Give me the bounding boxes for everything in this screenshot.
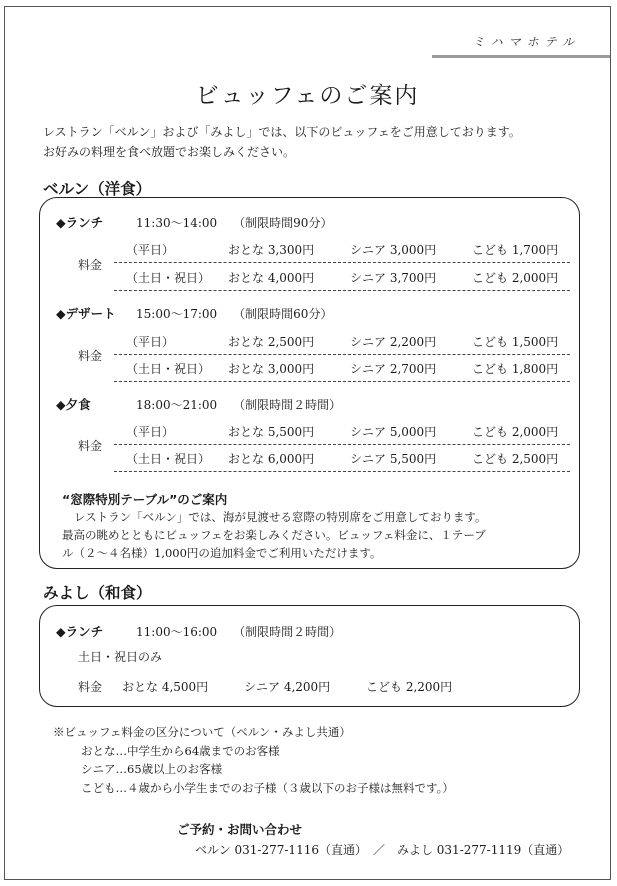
adult-price: おとな 4,000円 xyxy=(228,271,315,285)
senior-price: シニア 5,500円 xyxy=(350,452,437,466)
child-price: こども 1,700円 xyxy=(472,243,559,257)
day-type: （平日） xyxy=(126,425,175,439)
fee-label: 料金 xyxy=(78,680,103,694)
meal-name: ◆ランチ xyxy=(56,624,104,639)
miyoshi-heading: みよし（和食） xyxy=(43,584,152,602)
child-price: こども 2,200円 xyxy=(366,680,453,694)
adult-price: おとな 4,500円 xyxy=(122,680,209,694)
meal-limit: （制限時間２時間） xyxy=(233,398,342,412)
adult-price: おとな 3,000円 xyxy=(228,362,315,376)
bern-lunch-header xyxy=(56,213,332,231)
child-price: こども 2,000円 xyxy=(472,425,559,439)
page-title: ビュッフェのご案内 xyxy=(195,83,420,109)
senior-price: シニア 2,200円 xyxy=(350,335,437,349)
intro-text xyxy=(43,122,603,162)
senior-price: シニア 3,700円 xyxy=(350,271,437,285)
day-type: （土日・祝日） xyxy=(126,362,211,376)
day-type: （平日） xyxy=(126,335,175,349)
bern-dessert-header xyxy=(56,304,332,322)
child-price: こども 2,000円 xyxy=(472,271,559,285)
hotel-name: ミハマホテル xyxy=(472,35,580,49)
fee-row xyxy=(114,328,570,355)
meal-time: 15:00〜17:00 xyxy=(136,307,218,321)
senior-price: シニア 3,000円 xyxy=(350,243,437,257)
fee-label: 料金 xyxy=(78,439,103,453)
meal-time: 11:00〜16:00 xyxy=(136,625,218,639)
fee-row xyxy=(114,445,570,472)
miyoshi-box xyxy=(39,605,580,707)
window-table-text xyxy=(62,508,562,562)
day-type: （平日） xyxy=(126,243,175,257)
window-table-title: “窓際特別テーブル”のご案内 xyxy=(62,492,228,507)
meal-limit: （制限時間２時間） xyxy=(233,625,342,639)
fee-row xyxy=(114,355,570,382)
price-category-notes xyxy=(53,723,454,797)
child-price: こども 1,800円 xyxy=(472,362,559,376)
fee-row xyxy=(114,264,570,291)
meal-time: 18:00〜21:00 xyxy=(136,398,218,412)
miyoshi-lunch-header xyxy=(56,622,341,640)
note-line: ※ビュッフェ料金の区分について（ベルン・みよし共通） xyxy=(53,725,351,739)
senior-price: シニア 2,700円 xyxy=(350,362,437,376)
meal-limit: （制限時間60分） xyxy=(233,307,333,321)
meal-limit: （制限時間90分） xyxy=(233,216,333,230)
adult-price: おとな 2,500円 xyxy=(228,335,315,349)
miyoshi-fee-row xyxy=(78,678,453,695)
bern-heading: ベルン（洋食） xyxy=(43,180,152,198)
fee-row xyxy=(114,418,570,445)
flyer-page xyxy=(4,6,611,880)
meal-name: ◆ランチ xyxy=(56,215,104,230)
intro-line: お好みの料理を食べ放題でお楽しみください。 xyxy=(43,145,296,159)
bern-dinner-header xyxy=(56,395,341,413)
senior-price: シニア 4,200円 xyxy=(244,680,331,694)
child-price: こども 1,500円 xyxy=(472,335,559,349)
contact-phone: ベルン 031-277-1116（直通） ／ みよし 031-277-1119（直通） xyxy=(195,843,570,857)
child-price: こども 2,500円 xyxy=(472,452,559,466)
day-type: （土日・祝日） xyxy=(126,452,211,466)
note-line: こども…４歳から小学生までのお子様（３歳以下のお子様は無料です。） xyxy=(81,780,454,795)
header-rule xyxy=(432,55,610,58)
note-line: おとな…中学生から64歳までのお客様 xyxy=(81,743,280,758)
adult-price: おとな 6,000円 xyxy=(228,452,315,466)
bern-box xyxy=(39,197,580,569)
adult-price: おとな 5,500円 xyxy=(228,425,315,439)
notice-line: ル（２〜４名様）1,000円の追加料金でご利用いただけます。 xyxy=(62,546,382,560)
adult-price: おとな 3,300円 xyxy=(228,243,315,257)
fee-row xyxy=(114,236,570,263)
note-line: シニア…65歳以上のお客様 xyxy=(81,762,223,776)
meal-name: ◆デザート xyxy=(56,306,116,321)
fee-label: 料金 xyxy=(78,349,103,363)
notice-line: 最高の眺めとともにビュッフェをお楽しみください。ビュッフェ料金に、１テーブ xyxy=(62,528,486,542)
contact-title: ご予約・お問い合わせ xyxy=(177,822,303,837)
day-type: （土日・祝日） xyxy=(126,271,211,285)
notice-line: レストラン「ベルン」では、海が見渡せる窓際の特別席をご用意しております。 xyxy=(74,510,487,524)
fee-label: 料金 xyxy=(78,258,103,272)
meal-time: 11:30〜14:00 xyxy=(136,216,218,230)
miyoshi-days: 土日・祝日のみ xyxy=(78,650,163,664)
senior-price: シニア 5,000円 xyxy=(350,425,437,439)
meal-name: ◆夕食 xyxy=(56,397,91,412)
intro-line: レストラン「ベルン」および「みよし」では、以下のビュッフェをご用意しております。 xyxy=(43,125,521,139)
